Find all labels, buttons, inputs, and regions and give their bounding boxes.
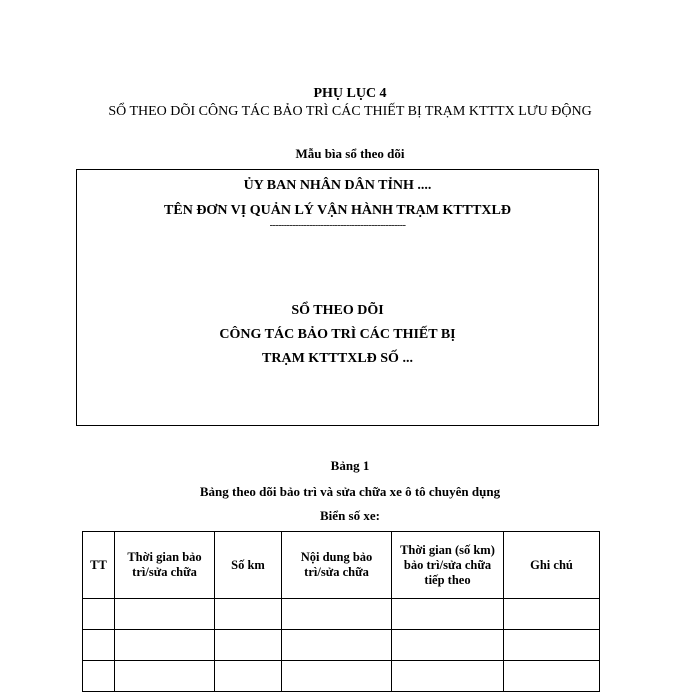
column-header-service-content: Nội dung bảo trì/sửa chữa <box>282 532 392 599</box>
table-caption: Bảng theo dõi bảo trì và sửa chữa xe ô tô chuyên dụng <box>199 484 501 499</box>
table-cell <box>115 630 215 661</box>
table-cell <box>504 661 600 692</box>
table-row <box>83 599 600 630</box>
table-cell <box>115 599 215 630</box>
cover-sample-box <box>76 169 599 426</box>
table-number: Bảng 1 <box>330 458 370 473</box>
table-cell <box>215 661 282 692</box>
table-cell <box>215 599 282 630</box>
table-header-row <box>83 532 600 599</box>
table-row <box>83 661 600 692</box>
table-cell <box>282 661 392 692</box>
table-cell <box>83 630 115 661</box>
column-header-notes: Ghi chú <box>504 532 600 599</box>
cover-org-line2: TÊN ĐƠN VỊ QUẢN LÝ VẬN HÀNH TRẠM KTTTXLĐ <box>164 203 511 218</box>
table-cell <box>282 630 392 661</box>
table-cell <box>215 630 282 661</box>
table-cell <box>115 661 215 692</box>
cover-separator: ------------------------------------------------ <box>269 220 406 231</box>
cover-org-line1: ỦY BAN NHÂN DÂN TỈNH .... <box>243 178 432 193</box>
maintenance-log-table <box>82 531 600 692</box>
column-header-km: Số km <box>215 532 282 599</box>
table-row <box>83 630 600 661</box>
column-header-service-time: Thời gian bảo trì/sửa chữa <box>115 532 215 599</box>
column-header-index: TT <box>83 532 115 599</box>
table-cell <box>392 630 504 661</box>
table-cell <box>83 661 115 692</box>
table-cell <box>83 599 115 630</box>
book-heading: SỔ THEO DÕI CÔNG TÁC BẢO TRÌ CÁC THIẾT BỊ TRẠM KTTTX LƯU ĐỘNG <box>108 104 592 119</box>
table-cell <box>392 599 504 630</box>
plate-number-label: Biển số xe: <box>320 508 380 523</box>
cover-title-line1: SỔ THEO DÕI <box>291 303 384 318</box>
table-cell <box>504 630 600 661</box>
appendix-title: PHỤ LỤC 4 <box>313 86 387 101</box>
column-header-next-service: Thời gian (số km) bảo trì/sửa chữa tiếp theo <box>392 532 504 599</box>
table-cell <box>282 599 392 630</box>
cover-title-line2: CÔNG TÁC BẢO TRÌ CÁC THIẾT BỊ <box>219 327 456 342</box>
cover-title-line3: TRẠM KTTTXLĐ SỐ ... <box>262 351 413 366</box>
table-cell <box>504 599 600 630</box>
cover-caption: Mẫu bìa sổ theo dõi <box>295 146 405 161</box>
table-cell <box>392 661 504 692</box>
